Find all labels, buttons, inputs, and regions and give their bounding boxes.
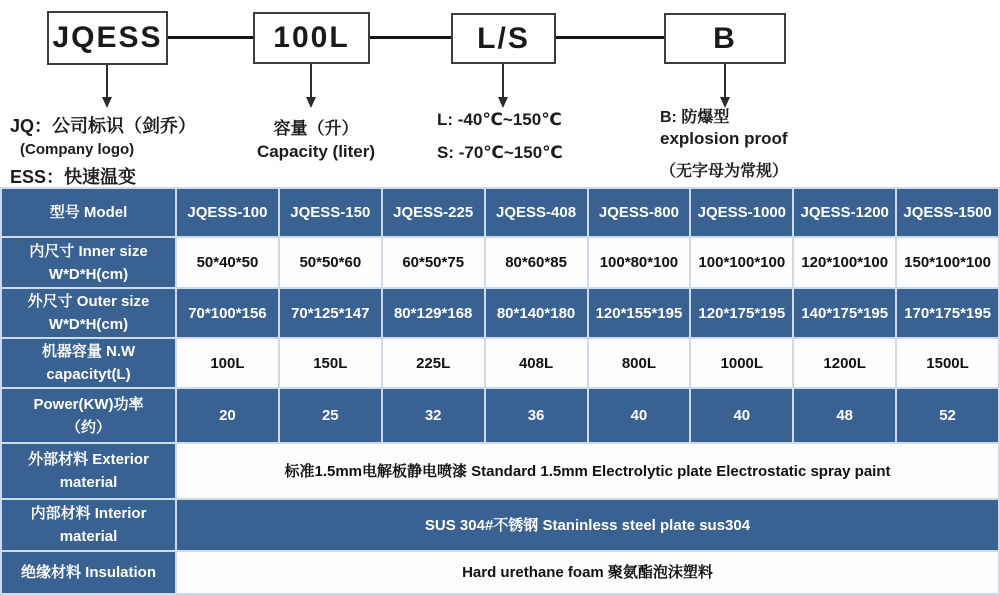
arrow-head-icon (306, 97, 316, 108)
cell-value: 40 (733, 407, 751, 424)
row-label-line2: W*D*H(cm) (48, 265, 129, 283)
note-company-line2: (Company logo) (20, 141, 135, 158)
capacity-value (897, 339, 998, 387)
model-name: JQESS-100 (187, 204, 268, 221)
cell-value: 1500L (926, 354, 969, 372)
row-label-line1: 内部材料 Interior (30, 505, 147, 522)
cell-value: 25 (321, 407, 339, 424)
arrow-down-icon (310, 64, 312, 98)
header-model-2 (383, 189, 484, 236)
inner-size-value (691, 238, 792, 287)
row-label-capacity (2, 339, 175, 387)
note-explosion-line1: B: 防爆型 (660, 109, 730, 126)
cell-value: 48 (836, 407, 854, 424)
model-name: JQESS-1200 (800, 204, 889, 221)
note-explosion-line2: explosion proof (660, 129, 788, 148)
model-code-box-temp-range (451, 13, 556, 64)
cell-value: 20 (219, 407, 236, 424)
cell-value: 标准1.5mm电解板静电喷漆 Standard 1.5mm Electrolytic plate Electrostatic spray paint (284, 462, 891, 480)
row-label-power (2, 389, 175, 442)
cell-value: 60*50*75 (402, 254, 465, 271)
outer-size-value (794, 289, 895, 337)
insulation-value (177, 552, 998, 593)
header-model-5 (691, 189, 792, 236)
power-value (897, 389, 998, 442)
inner-size-value (897, 238, 998, 287)
cell-value: 170*175*195 (904, 304, 991, 322)
arrow-down-icon (724, 64, 726, 98)
cell-value: 80*129*168 (393, 304, 473, 322)
capacity-value (486, 339, 587, 387)
cell-value: 225L (416, 354, 451, 372)
note-company-logo (10, 112, 250, 189)
model-code-temp-label: L/S (477, 21, 530, 55)
header-model-0 (177, 189, 278, 236)
note-capacity-line2: Capacity (liter) (256, 142, 376, 161)
cell-value: 50*40*50 (196, 254, 259, 271)
power-value (794, 389, 895, 442)
header-model-4 (589, 189, 690, 236)
row-label-line2: W*D*H(cm) (48, 316, 129, 333)
cell-value: 100*100*100 (698, 254, 786, 271)
cell-value: 1200L (823, 354, 866, 372)
outer-size-value (486, 289, 587, 337)
cell-value: 120*100*100 (801, 254, 889, 271)
connector-line (370, 36, 451, 39)
power-value (589, 389, 690, 442)
cell-value: 408L (518, 354, 554, 372)
exterior-material-value (177, 444, 998, 498)
outer-size-value (589, 289, 690, 337)
row-label-line1: Power(KW)功率 (33, 395, 144, 413)
note-explosion-proof (660, 104, 860, 181)
cell-value: 150L (313, 354, 348, 372)
outer-size-value (280, 289, 381, 337)
cell-value: 32 (424, 407, 442, 424)
outer-size-value (177, 289, 278, 337)
row-label-insulation (2, 552, 175, 593)
model-code-box-explosion (664, 13, 786, 64)
capacity-value (280, 339, 381, 387)
model-name: JQESS-408 (496, 204, 577, 221)
row-label-line1: 外尺寸 Outer size (27, 293, 150, 310)
cell-value: 70*100*156 (188, 304, 267, 322)
cell-value: 50*50*60 (299, 254, 362, 271)
model-name: JQESS-225 (393, 204, 474, 221)
model-code-explosion-label: B (713, 21, 737, 55)
cell-value: Hard urethane foam 聚氨酯泡沫塑料 (462, 564, 713, 581)
cell-value: 70*125*147 (291, 304, 370, 322)
model-name: JQESS-1500 (903, 204, 992, 221)
capacity-value (794, 339, 895, 387)
capacity-value (383, 339, 484, 387)
cell-value: 36 (527, 407, 545, 424)
power-value (177, 389, 278, 442)
arrow-down-icon (106, 65, 108, 98)
model-code-jqess-label: JQESS (52, 21, 163, 54)
row-label-line1: 绝缘材料 Insulation (20, 564, 156, 581)
model-code-capacity-label: 100L (273, 21, 350, 54)
header-model-6 (794, 189, 895, 236)
power-value (280, 389, 381, 442)
header-model-label (2, 189, 175, 236)
cell-value: 120*155*195 (595, 304, 683, 322)
note-company-line3: ESS：快速温变 (10, 167, 137, 187)
model-code-box-capacity (253, 12, 370, 64)
arrow-head-icon (498, 97, 508, 108)
note-temp-range (437, 110, 627, 163)
header-model-text: 型号 Model (49, 204, 128, 221)
cell-value: 80*60*85 (505, 254, 567, 271)
header-model-1 (280, 189, 381, 236)
note-temp-line2: S: -70℃~150℃ (437, 143, 563, 162)
arrow-down-icon (502, 64, 504, 98)
capacity-value (177, 339, 278, 387)
cell-value: 100L (210, 354, 245, 372)
cell-value: 40 (630, 407, 648, 424)
row-label-line1: 内尺寸 Inner size (29, 242, 148, 260)
cell-value: SUS 304#不锈钢 Staninless steel plate sus304 (424, 516, 751, 534)
outer-size-value (691, 289, 792, 337)
cell-value: 800L (621, 354, 657, 372)
cell-value: 1000L (720, 354, 764, 372)
header-model-3 (486, 189, 587, 236)
model-name: JQESS-800 (598, 204, 679, 221)
power-value (383, 389, 484, 442)
outer-size-value (897, 289, 998, 337)
note-explosion-line3: （无字母为常规） (660, 163, 789, 180)
cell-value: 140*175*195 (801, 304, 889, 322)
power-value (486, 389, 587, 442)
model-name: JQESS-1000 (697, 204, 786, 221)
outer-size-value (383, 289, 484, 337)
cell-value: 150*100*100 (904, 254, 991, 271)
capacity-value (589, 339, 690, 387)
inner-size-value (280, 238, 381, 287)
note-company-line1: JQ：公司标识（剑乔） (10, 116, 197, 136)
interior-material-value (177, 500, 998, 550)
row-label-line2: capacityt(L) (46, 366, 131, 383)
model-code-box-jqess (47, 11, 168, 65)
row-label-line2: material (59, 474, 118, 491)
capacity-value (691, 339, 792, 387)
connector-line (168, 36, 253, 39)
cell-value: 52 (939, 407, 956, 424)
row-label-line1: 外部材料 Exterior (28, 451, 149, 468)
cell-value: 80*140*180 (496, 304, 576, 322)
inner-size-value (794, 238, 895, 287)
connector-line (556, 36, 664, 39)
row-label-interior-material (2, 500, 175, 550)
note-capacity (228, 114, 404, 162)
power-value (691, 389, 792, 442)
row-label-exterior-material (2, 444, 175, 498)
inner-size-value (589, 238, 690, 287)
model-name: JQESS-150 (290, 204, 371, 221)
cell-value: 120*175*195 (698, 304, 786, 322)
row-label-line1: 机器容量 N.W (41, 343, 136, 360)
spec-table (0, 187, 1000, 595)
note-capacity-line1: 容量（升） (273, 119, 359, 138)
row-label-line2: （约） (65, 418, 111, 436)
arrow-head-icon (102, 97, 112, 108)
cell-value: 100*80*100 (599, 254, 679, 271)
note-temp-line1: L: -40℃~150℃ (437, 110, 562, 129)
inner-size-value (177, 238, 278, 287)
inner-size-value (486, 238, 587, 287)
row-label-inner-size (2, 238, 175, 287)
row-label-line2: material (59, 528, 118, 545)
row-label-outer-size (2, 289, 175, 337)
header-model-7 (897, 189, 998, 236)
inner-size-value (383, 238, 484, 287)
